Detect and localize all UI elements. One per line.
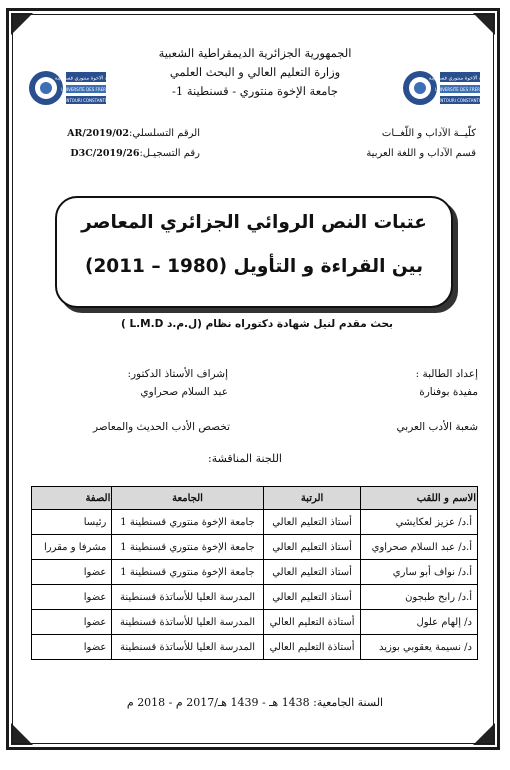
cell-university: جامعة الإخوة منتوري قسنطينة 1 bbox=[112, 535, 263, 560]
cell-rank: أستاذ التعليم العالي bbox=[263, 560, 361, 585]
supervisor-label: إشراف الأستاذ الدكتور: bbox=[127, 368, 228, 380]
cell-role: رئيسا bbox=[32, 510, 112, 535]
logo-right-top-text: جامعة الاخوة منتوري قسنطينة bbox=[428, 75, 492, 82]
cell-rank: أستاذ التعليم العالي bbox=[263, 535, 361, 560]
academic-year: السنة الجامعية: 1438 هـ - 1439 هـ/2017 م - 2018 م bbox=[126, 696, 384, 709]
faculty-info bbox=[330, 124, 476, 164]
table-row bbox=[32, 560, 478, 585]
table-row bbox=[32, 585, 478, 610]
registration-info bbox=[40, 124, 200, 164]
cell-university: المدرسة العليا للأساتذة قسنطينة bbox=[112, 585, 263, 610]
registration-value: 26/D3C/2019 bbox=[70, 148, 140, 159]
logo-left-bot-text: MENTOURI CONSTANTINE bbox=[60, 98, 112, 103]
serial-number-row bbox=[40, 124, 200, 144]
cell-name: د/ نسيمة يعقوبي بوزيد bbox=[361, 635, 478, 660]
cell-role: عضوا bbox=[32, 635, 112, 660]
logo-right-mid-text: UNIVERSITE DES FRERES bbox=[435, 87, 485, 92]
table-row bbox=[32, 610, 478, 635]
cell-name: أ.د/ عزيز لعكايشي bbox=[361, 510, 478, 535]
cell-role: عضوا bbox=[32, 560, 112, 585]
header-name: الاسم و اللقب bbox=[361, 487, 478, 510]
header-role: الصفة bbox=[32, 487, 112, 510]
cell-university: المدرسة العليا للأساتذة قسنطينة bbox=[112, 610, 263, 635]
registration-number-row bbox=[40, 144, 200, 164]
university-line: جامعة الإخوة منتوري - قسنطينة 1- bbox=[171, 84, 339, 98]
logo-right-bot-text: MENTOURI CONSTANTINE bbox=[434, 98, 486, 103]
cell-role: عضوا bbox=[32, 585, 112, 610]
committee-title: اللجنة المناقشة: bbox=[208, 452, 282, 465]
thesis-title-line1: عتبات النص الروائي الجزائري المعاصر bbox=[81, 212, 427, 233]
faculty-name: كلّيــة الآداب و اللّغــات bbox=[381, 128, 476, 139]
serial-value: 02/AR/2019 bbox=[67, 128, 130, 139]
cell-name: أ.د/ نواف أبو ساري bbox=[361, 560, 478, 585]
table-row bbox=[32, 635, 478, 660]
supervisor-block bbox=[68, 365, 228, 401]
specialty-text: تخصص الأدب الحديث والمعاصر bbox=[92, 421, 230, 433]
student-block bbox=[318, 365, 478, 401]
cell-name: أ.د/ عبد السلام صحراوي bbox=[361, 535, 478, 560]
cell-university: المدرسة العليا للأساتذة قسنطينة bbox=[112, 635, 263, 660]
serial-label: الرقم التسلسلي: bbox=[129, 128, 200, 139]
cell-rank: أستاذ التعليم العالي bbox=[263, 585, 361, 610]
registration-label: رقم التسجيـل: bbox=[139, 148, 200, 159]
cell-name: أ.د/ رابح طبجون bbox=[361, 585, 478, 610]
cell-role: مشرفا و مقررا bbox=[32, 535, 112, 560]
university-logo-right bbox=[400, 62, 492, 114]
logo-left-top-text: جامعة الاخوة منتوري قسنطينة bbox=[54, 75, 118, 82]
thesis-title-line2: بين القراءة و التأويل (1980 – 2011) bbox=[84, 256, 424, 277]
cell-rank: أستاذة التعليم العالي bbox=[263, 610, 361, 635]
student-name: مفيدة بوفنارة bbox=[419, 386, 478, 398]
header-university: الجامعة bbox=[112, 487, 263, 510]
university-logo-left bbox=[26, 62, 118, 114]
department-name: قسم الآداب و اللغة العربية bbox=[366, 148, 476, 159]
republic-line: الجمهورية الجزائرية الديمقراطية الشعبية bbox=[158, 46, 352, 60]
jury-table bbox=[31, 486, 478, 660]
ministry-line: وزارة التعليم العالي و البحث العلمي bbox=[169, 65, 341, 79]
table-row bbox=[32, 510, 478, 535]
student-label: إعداد الطالبة : bbox=[415, 368, 478, 380]
supervisor-name: عبد السلام صحراوي bbox=[140, 386, 228, 398]
cell-rank: أستاذ التعليم العالي bbox=[263, 510, 361, 535]
cell-name: د/ إلهام علول bbox=[361, 610, 478, 635]
cell-university: جامعة الإخوة منتوري قسنطينة 1 bbox=[112, 510, 263, 535]
branch-text: شعبة الأدب العربي bbox=[396, 421, 478, 433]
degree-subtitle: بحث مقدم لنيل شهادة دكتوراه نظام (ل.م.د L.M.D ) bbox=[120, 318, 393, 330]
table-row bbox=[32, 535, 478, 560]
thesis-title-box bbox=[55, 196, 453, 308]
cell-rank: أستاذة التعليم العالي bbox=[263, 635, 361, 660]
jury-table-header-row bbox=[32, 487, 478, 510]
cell-role: عضوا bbox=[32, 610, 112, 635]
logo-left-mid-text: UNIVERSITE DES FRERES bbox=[61, 87, 111, 92]
header-rank: الرتبة bbox=[263, 487, 361, 510]
institution-header bbox=[140, 44, 370, 101]
cell-university: جامعة الإخوة منتوري قسنطينة 1 bbox=[112, 560, 263, 585]
